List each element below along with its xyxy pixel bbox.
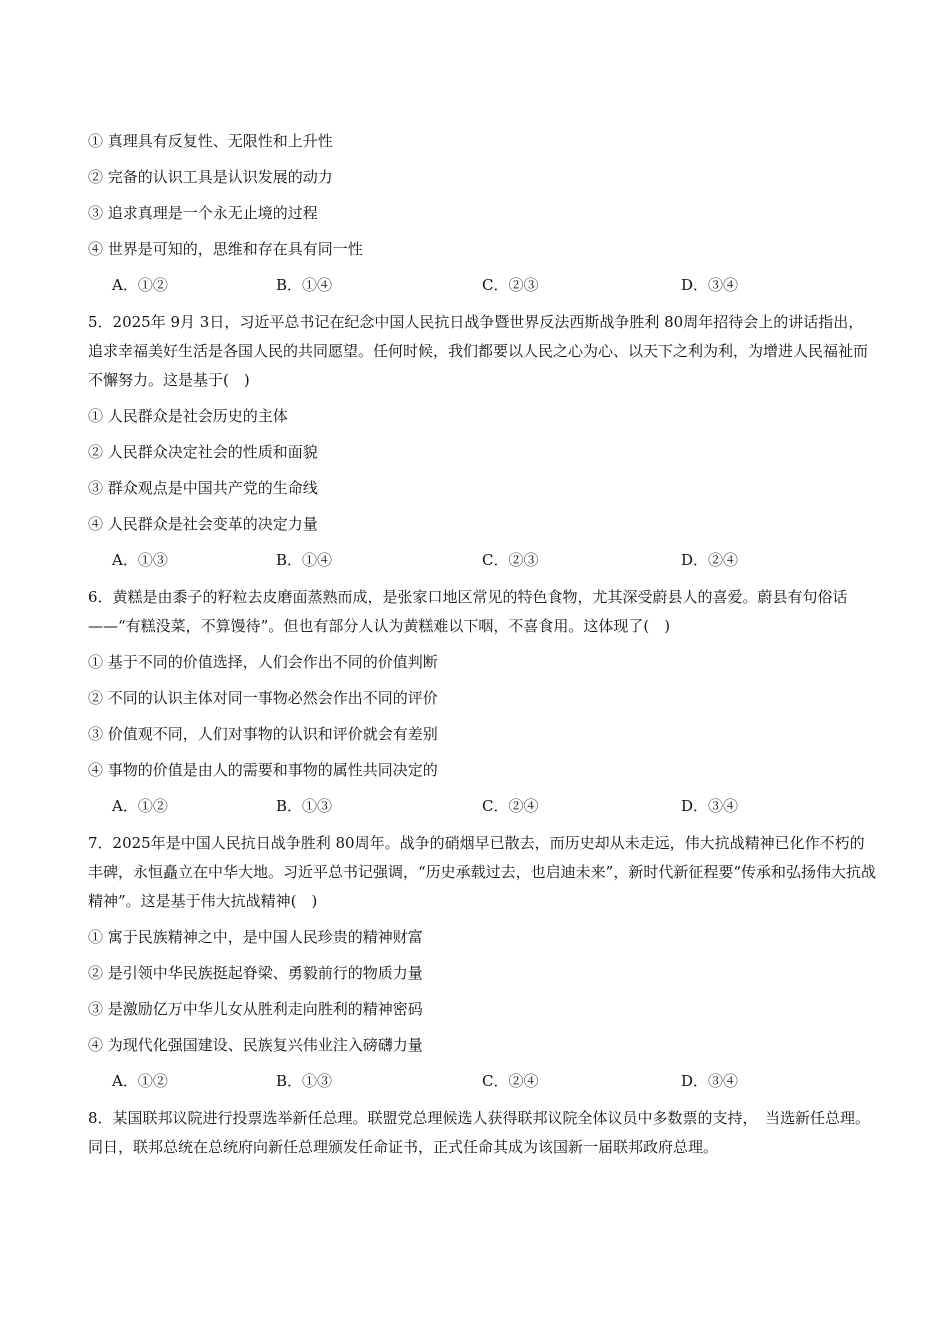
choice-a: A．①② (112, 1072, 168, 1090)
answer-choices (88, 793, 878, 829)
question-stem: 7．2025年是中国人民抗日战争胜利 80周年。战争的硝烟早已散去，而历史却从未走远，伟大抗战精神已化作不朽的丰碑，永恒矗立在中华大地。习近平总书记强调，“历史承载过去，也启迪未来”，新时代新征程要“传承和弘扬伟大抗战精神”。这是基于伟大抗战精神( ) (88, 834, 877, 910)
answer-choices (88, 547, 878, 583)
question-stem: 6．黄糕是由黍子的籽粒去皮磨面蒸熟而成，是张家口地区常见的特色食物，尤其深受蔚县人的喜爱。蔚县有句俗话——“有糕没菜，不算馒待”。但也有部分人认为黄糕难以下咽，不喜食用。这体现了( ) (88, 588, 848, 635)
choice-d: D．③④ (681, 1072, 739, 1090)
statement-1: ① 人民群众是社会历史的主体 (88, 407, 288, 425)
choice-b: B．①③ (276, 797, 333, 815)
question-8 (88, 1104, 878, 1170)
choice-c: C．②③ (482, 276, 539, 294)
statement-3: ③ 群众观点是中国共产党的生命线 (88, 479, 318, 497)
statement-4: ④ 事物的价值是由人的需要和事物的属性共同决定的 (88, 761, 438, 779)
choice-c: C．②③ (482, 551, 539, 569)
statement-1: ① 寓于民族精神之中，是中国人民珍贵的精神财富 (88, 928, 423, 946)
choice-a: A．①③ (112, 551, 168, 569)
choice-d: D．②④ (681, 551, 739, 569)
choice-b: B．①④ (276, 551, 333, 569)
question-6 (88, 583, 878, 829)
choice-d: D．③④ (681, 797, 739, 815)
statement-4: ④ 人民群众是社会变革的决定力量 (88, 515, 318, 533)
answer-choices (88, 1068, 878, 1104)
question-stem: 8．某国联邦议院进行投票选举新任总理。联盟党总理候选人获得联邦议院全体议员中多数票的支持， 当选新任总理。同日，联邦总统在总统府向新任总理颁发任命证书，正式任命其成为该国新一届联邦政府总理。 (88, 1109, 871, 1156)
question-5 (88, 308, 878, 583)
statement-4: ④ 为现代化强国建设、民族复兴伟业注入磅礴力量 (88, 1036, 423, 1054)
choice-c: C．②④ (482, 1072, 539, 1090)
choice-b: B．①③ (276, 1072, 333, 1090)
statement-2: ② 不同的认识主体对同一事物必然会作出不同的评价 (88, 689, 438, 707)
question-4-tail (88, 128, 878, 308)
choice-b: B．①④ (276, 276, 333, 294)
statement-4: ④ 世界是可知的，思维和存在具有同一性 (88, 240, 363, 258)
choice-d: D．③④ (681, 276, 739, 294)
statement-1: ① 基于不同的价值选择，人们会作出不同的价值判断 (88, 653, 438, 671)
choice-a: A．①② (112, 797, 168, 815)
question-7 (88, 829, 878, 1104)
question-stem: 5．2025年 9月 3日，习近平总书记在纪念中国人民抗日战争暨世界反法西斯战争胜利 80周年招待会上的讲话指出，追求幸福美好生活是各国人民的共同愿望。任何时候，我们都要以人民之心为心、以天下之利为利，为增进人民福祉而不懈努力。这是基于( ) (88, 313, 869, 389)
statement-3: ③ 追求真理是一个永无止境的过程 (88, 204, 318, 222)
choice-a: A．①② (112, 276, 168, 294)
statement-2: ② 完备的认识工具是认识发展的动力 (88, 168, 333, 186)
statement-3: ③ 价值观不同，人们对事物的认识和评价就会有差别 (88, 725, 438, 743)
statement-2: ② 人民群众决定社会的性质和面貌 (88, 443, 318, 461)
statement-3: ③ 是激励亿万中华儿女从胜利走向胜利的精神密码 (88, 1000, 423, 1018)
exam-page (88, 128, 878, 1170)
statement-1: ① 真理具有反复性、无限性和上升性 (88, 132, 333, 150)
choice-c: C．②④ (482, 797, 539, 815)
statement-2: ② 是引领中华民族挺起脊梁、勇毅前行的物质力量 (88, 964, 423, 982)
answer-choices (88, 272, 878, 308)
